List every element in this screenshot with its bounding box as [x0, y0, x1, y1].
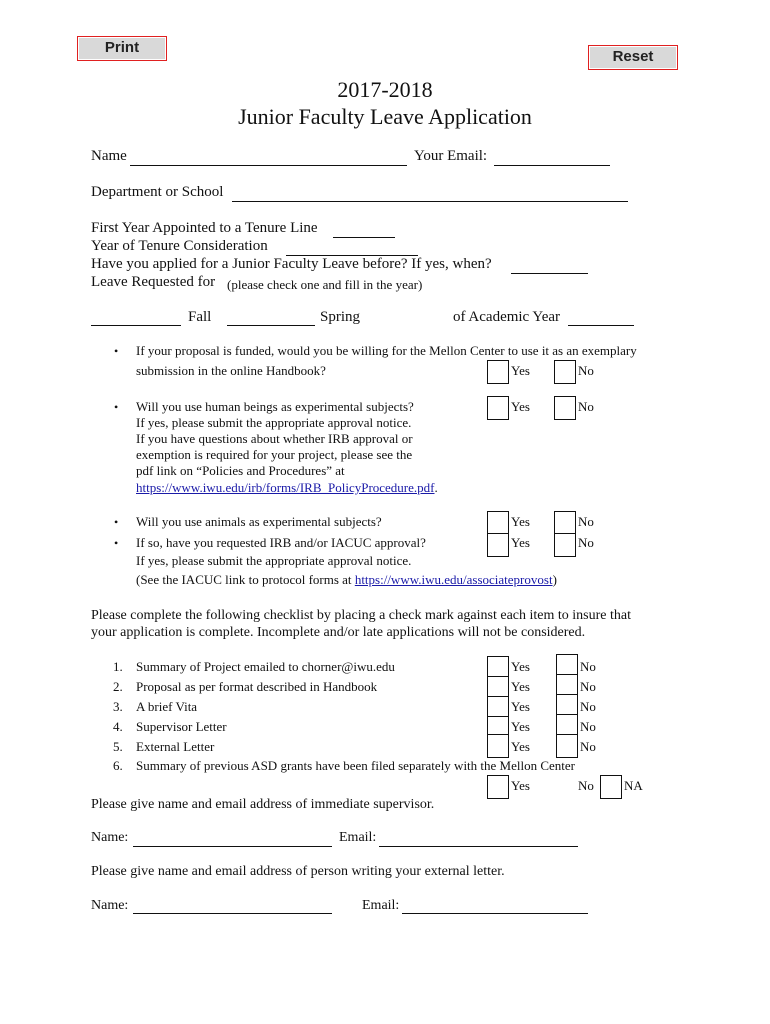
- q2-text-line4: exemption is required for your project, please see the: [136, 447, 413, 462]
- department-field[interactable]: [232, 201, 628, 202]
- item5-yes-checkbox[interactable]: [487, 734, 509, 758]
- spring-field[interactable]: [227, 325, 315, 326]
- supervisor-name-label: Name:: [91, 830, 129, 845]
- form-title: Junior Faculty Leave Application: [238, 104, 532, 129]
- q1-text-line1: If your proposal is funded, would you be willing for the Mellon Center to use it as an exemplary: [136, 343, 637, 358]
- iacuc-link[interactable]: https://www.iwu.edu/associateprovost: [354, 572, 553, 587]
- external-name-field[interactable]: [133, 913, 332, 914]
- q1-text-line2: submission in the online Handbook?: [136, 363, 326, 378]
- q3-no-label: No: [578, 514, 594, 529]
- name-label: Name: [91, 148, 127, 164]
- item6-yes-checkbox[interactable]: [487, 775, 509, 799]
- applied-before-field[interactable]: [511, 273, 588, 274]
- academic-year-field[interactable]: [568, 325, 634, 326]
- external-name-label: Name:: [91, 898, 129, 913]
- item6-na-label: NA: [624, 778, 643, 793]
- supervisor-email-field[interactable]: [379, 846, 578, 847]
- spring-label: Spring: [320, 309, 361, 325]
- q1-yes-checkbox[interactable]: [487, 360, 509, 384]
- checklist-item-num: 6.: [113, 758, 123, 773]
- checklist-item-num: 2.: [113, 679, 123, 694]
- q2-no-label: No: [578, 399, 594, 414]
- fall-field[interactable]: [91, 325, 181, 326]
- supervisor-email-label: Email:: [339, 830, 377, 845]
- q3-yes-checkbox[interactable]: [487, 511, 509, 535]
- checklist-item-num: 3.: [113, 699, 123, 714]
- name-field[interactable]: [130, 165, 407, 166]
- email-label: Your Email:: [414, 148, 488, 164]
- print-button[interactable]: [77, 36, 167, 61]
- q3-no-checkbox[interactable]: [554, 511, 576, 535]
- bullet-icon: •: [114, 344, 119, 358]
- q2-link-line: [136, 480, 438, 496]
- email-field[interactable]: [494, 165, 610, 166]
- bullet-icon: •: [114, 400, 119, 414]
- item6-no-checkbox[interactable]: [600, 775, 622, 799]
- checklist-item-num: 5.: [113, 739, 123, 754]
- department-label: Department or School: [91, 184, 224, 200]
- q4-no-label: No: [578, 535, 594, 550]
- q2-text-line1: Will you use human beings as experimental subjects?: [136, 399, 414, 414]
- item3-no-label: No: [580, 699, 596, 714]
- q4-yes-label: Yes: [511, 535, 530, 550]
- q1-yes-label: Yes: [511, 363, 530, 378]
- checklist-item-num: 1.: [113, 659, 123, 674]
- checklist-item-num: 4.: [113, 719, 123, 734]
- item3-yes-label: Yes: [511, 699, 530, 714]
- first-year-field[interactable]: [333, 237, 395, 238]
- q2-period: .: [434, 480, 438, 495]
- item5-no-label: No: [580, 739, 596, 754]
- first-year-label: First Year Appointed to a Tenure Line: [91, 220, 318, 236]
- q2-text-line2: If yes, please submit the appropriate approval notice.: [136, 415, 412, 430]
- bullet-icon: •: [114, 536, 119, 550]
- checklist-item-text: Proposal as per format described in Handbook: [136, 679, 378, 694]
- tenure-year-label: Year of Tenure Consideration: [91, 238, 268, 254]
- item6-yes-label: Yes: [511, 778, 530, 793]
- print-button-label: Print: [78, 37, 166, 60]
- irb-policy-link[interactable]: https://www.iwu.edu/irb/forms/IRB_PolicyProcedure.pdf: [136, 480, 435, 495]
- checklist-item-text: Summary of Project emailed to chorner@iwu.edu: [136, 659, 395, 674]
- q2-yes-label: Yes: [511, 399, 530, 414]
- item1-no-label: No: [580, 659, 596, 674]
- q3-yes-label: Yes: [511, 514, 530, 529]
- q3-text: Will you use animals as experimental subjects?: [136, 514, 382, 529]
- reset-button-label: Reset: [589, 46, 677, 69]
- q1-no-checkbox[interactable]: [554, 360, 576, 384]
- q2-yes-checkbox[interactable]: [487, 396, 509, 420]
- reset-button[interactable]: [588, 45, 678, 70]
- q2-text-line5: pdf link on “Policies and Procedures” at: [136, 463, 345, 478]
- q4-text: If so, have you requested IRB and/or IACUC approval?: [136, 535, 426, 550]
- item2-no-label: No: [580, 679, 596, 694]
- q2-no-checkbox[interactable]: [554, 396, 576, 420]
- q4-text-line3: [136, 572, 557, 588]
- form-year: 2017-2018: [337, 77, 433, 102]
- checklist-intro-line1: Please complete the following checklist by placing a check mark against each item to insure that: [91, 608, 631, 623]
- item2-yes-label: Yes: [511, 679, 530, 694]
- leave-requested-note: (please check one and fill in the year): [227, 277, 423, 292]
- supervisor-name-field[interactable]: [133, 846, 332, 847]
- q4-line3-post: ): [552, 572, 557, 587]
- item4-no-label: No: [580, 719, 596, 734]
- academic-year-label: of Academic Year: [453, 309, 561, 325]
- checklist-item-text: Supervisor Letter: [136, 719, 227, 734]
- checklist-item-text: A brief Vita: [136, 699, 198, 714]
- fall-label: Fall: [188, 309, 212, 325]
- item5-no-checkbox[interactable]: [556, 734, 578, 758]
- leave-requested-label: Leave Requested for: [91, 274, 216, 290]
- item6-no-label: No: [578, 778, 594, 793]
- q4-text-line2: If yes, please submit the appropriate approval notice.: [136, 553, 412, 568]
- q1-no-label: No: [578, 363, 594, 378]
- q4-yes-checkbox[interactable]: [487, 533, 509, 557]
- applied-before-label: Have you applied for a Junior Faculty Leave before? If yes, when?: [91, 256, 492, 272]
- q4-no-checkbox[interactable]: [554, 533, 576, 557]
- checklist-item-text: Summary of previous ASD grants have been filed separately with the Mellon Center: [136, 758, 576, 773]
- item5-yes-label: Yes: [511, 739, 530, 754]
- item1-yes-label: Yes: [511, 659, 530, 674]
- bullet-icon: •: [114, 515, 119, 529]
- q2-text-line3: If you have questions about whether IRB approval or: [136, 431, 413, 446]
- external-prompt: Please give name and email address of person writing your external letter.: [91, 864, 505, 879]
- item4-yes-label: Yes: [511, 719, 530, 734]
- checklist-intro-line2: your application is complete. Incomplete and/or late applications will not be considered.: [91, 625, 586, 640]
- supervisor-prompt: Please give name and email address of immediate supervisor.: [91, 797, 435, 812]
- external-email-field[interactable]: [402, 913, 588, 914]
- checklist-item-text: External Letter: [136, 739, 215, 754]
- q4-line3-pre: (See the IACUC link to protocol forms at: [136, 572, 355, 587]
- external-email-label: Email:: [362, 898, 400, 913]
